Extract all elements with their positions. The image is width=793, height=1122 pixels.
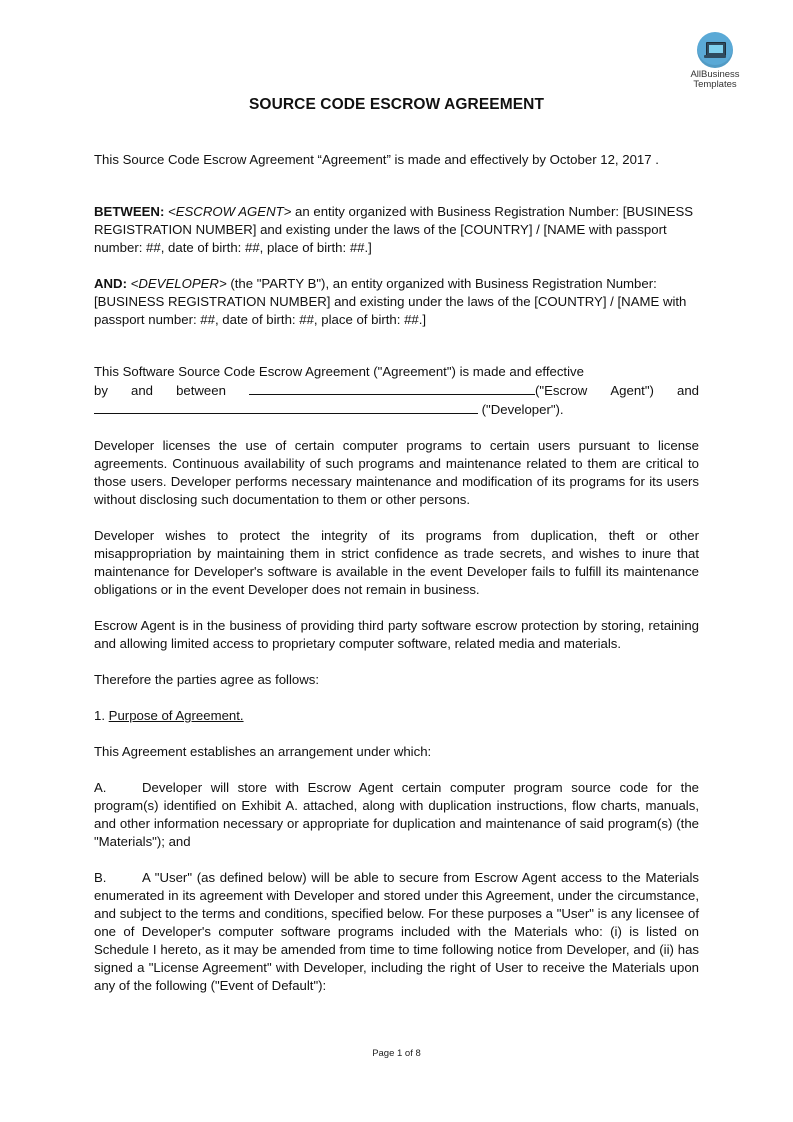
developer-blank bbox=[94, 400, 478, 414]
and-label: AND: bbox=[94, 276, 127, 291]
software-line2 bbox=[94, 381, 699, 400]
software-agent: Agent") bbox=[610, 383, 654, 398]
and-text: (the "PARTY B"), an entity organized with Business Registration Number: [BUSINESS REGISTRATION NUMBER] and existing under the laws of the [COUNTRY] / [NAME with passport number: ##, date of birth: ##, place of birth: ##.] bbox=[94, 276, 687, 327]
intro-paragraph: This Source Code Escrow Agreement “Agreement” is made and effectively by October 12, 2017 . bbox=[94, 152, 659, 167]
section-1-heading bbox=[94, 707, 699, 725]
clause-a bbox=[94, 779, 699, 851]
clause-b-text: A "User" (as defined below) will be able to secure from Escrow Agent access to the Materials enumerated in its agreement with Developer and stored under this Agreement, under the circumstance, and subject to the terms and conditions, specified below. For these purposes a "User" is any licensee of one of Developer's computer software programs included with the Materials who: (i) is listed on Schedule I hereto, as it may be amended from time to time following notice from Developer, and (ii) has signed a "License Agreement" with Developer, including the right of User to receive the Materials upon any of the following ("Event of Default"): bbox=[94, 870, 699, 993]
escrow-agent-paragraph: Escrow Agent is in the business of providing third party software escrow protection by storing, retaining and allowing limited access to proprietary computer software, related media and materials. bbox=[94, 618, 699, 651]
licenses-paragraph: Developer licenses the use of certain computer programs to certain users pursuant to license agreements. Continuous availability of such programs and maintenance related to them are critical to those users. Developer performs necessary maintenance and modification of its programs for its users without disclosing such documentation to them or other persons. bbox=[94, 438, 699, 507]
between-text: an entity organized with Business Registration Number: [BUSINESS REGISTRATION NUMBER] and existing under the laws of the [COUNTRY] / [NAME with passport number: ##, date of birth: ##, place of birth: ##.] bbox=[94, 204, 694, 255]
document-title: SOURCE CODE ESCROW AGREEMENT bbox=[248, 96, 545, 113]
software-developer: ("Developer"). bbox=[478, 402, 564, 417]
escrow-agent-blank bbox=[249, 381, 535, 395]
between-paragraph bbox=[94, 203, 699, 257]
software-agreement-paragraph bbox=[94, 363, 699, 419]
escrow-agent-name: <ESCROW AGENT> bbox=[168, 204, 292, 219]
protect-paragraph: Developer wishes to protect the integrity of its programs from duplication, theft or other misappropriation by maintaining them in strict confidence as trade secrets, and wishes to inure that maintenance for Developer's software is available in the event Developer fails to fulfill its maintenance obligations or in the event Developer does not remain in business. bbox=[94, 528, 699, 597]
software-by: by bbox=[94, 383, 108, 398]
laptop-icon bbox=[697, 32, 733, 68]
document-body bbox=[94, 151, 699, 995]
clause-b bbox=[94, 869, 699, 995]
clause-b-letter: B. bbox=[94, 870, 107, 885]
page-number: Page 1 of 8 bbox=[372, 1048, 421, 1059]
section-1-number: 1. bbox=[94, 708, 105, 723]
escrow-agent-blank-group bbox=[249, 381, 587, 400]
clause-a-letter: A. bbox=[94, 780, 107, 795]
and-paragraph bbox=[94, 275, 699, 329]
therefore-paragraph: Therefore the parties agree as follows: bbox=[94, 672, 320, 687]
establishes-paragraph: This Agreement establishes an arrangement under which: bbox=[94, 744, 432, 759]
software-line3 bbox=[94, 400, 699, 419]
software-escrow: ("Escrow bbox=[535, 383, 588, 398]
logo-text bbox=[678, 70, 752, 90]
software-and1: and bbox=[131, 383, 154, 398]
logo-line1: AllBusiness bbox=[690, 69, 740, 80]
allbusiness-logo bbox=[678, 32, 752, 90]
clause-a-text: Developer will store with Escrow Agent certain computer program source code for the program(s) identified on Exhibit A. attached, along with duplication instructions, flow charts, manuals, and other information necessary or appropriate for duplication and maintenance of said program(s) (the "Materials"); and bbox=[94, 780, 699, 849]
logo-line2: Templates bbox=[693, 79, 737, 90]
between-label: BETWEEN: bbox=[94, 204, 165, 219]
software-and2: and bbox=[676, 383, 699, 398]
software-between: between bbox=[176, 383, 226, 398]
developer-name: <DEVELOPER> bbox=[130, 276, 227, 291]
software-line1: This Software Source Code Escrow Agreement ("Agreement") is made and effective bbox=[94, 364, 584, 379]
section-1-title: Purpose of Agreement. bbox=[108, 708, 244, 723]
